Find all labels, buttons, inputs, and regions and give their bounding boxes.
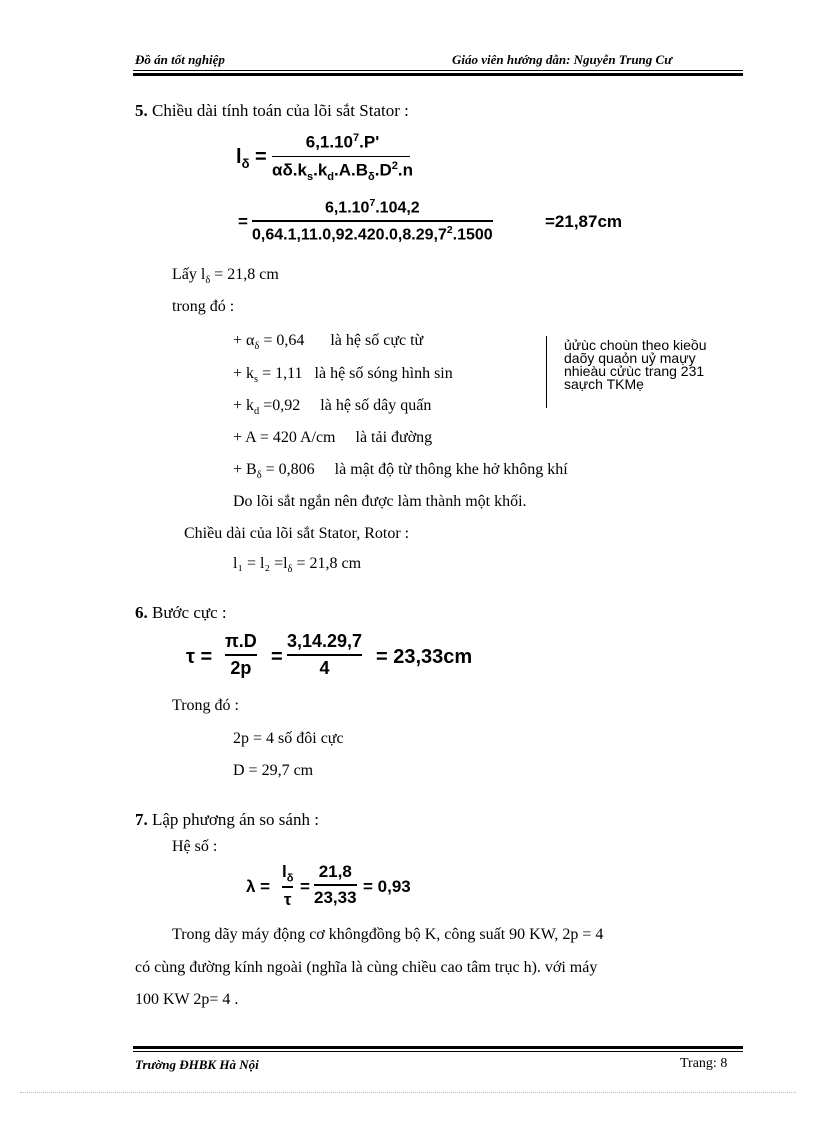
param-kd: + $k_d =0,92$ là hệ số dây quấn	[233, 397, 432, 418]
paragraph-line-2: có cùng đường kính ngoài (nghĩa là cùng chiều cao tâm trục h). với máy	[135, 959, 598, 976]
chosen-length: Lấy $l_\delta = 21,8$ cm	[172, 266, 279, 287]
tau-fraction-2	[287, 631, 362, 679]
lambda-fraction-1-den: τ	[283, 889, 292, 909]
diameter: D = 29,7 cm	[233, 762, 314, 779]
lambda-fraction-2	[314, 862, 357, 908]
footer-rule-thick	[133, 1046, 743, 1049]
equals-sign: =	[238, 212, 248, 231]
where-label: trong đó :	[172, 298, 235, 315]
formula-l-delta-lhs: $l_\delta$ =	[236, 146, 267, 171]
lambda-fraction-1-num: $l_\delta$	[282, 862, 294, 885]
tau-fraction-1	[225, 631, 257, 679]
formula-numeric-denominator: 0,64.1,11.0,92.420.0,8.29,7$^2$.1500	[252, 224, 493, 244]
lambda-result: = 0,93	[363, 877, 411, 896]
formula-l-delta-denominator: $\alpha\delta.k_s.k_d.A.B_\delta.D^2.n$	[272, 160, 414, 184]
tau-fraction-2-den: 4	[319, 657, 330, 678]
lambda-fraction-1	[282, 862, 293, 910]
equals-sign: =	[271, 646, 283, 668]
header-rule-thick	[133, 73, 743, 76]
formula-numeric-numerator: 6,1.10$^7$.104,2	[324, 198, 420, 217]
param-alpha: + $\alpha_\delta = 0,64$ là hệ số cực từ	[233, 332, 424, 353]
footer-rule-thin	[133, 1051, 743, 1052]
pole-pairs: 2p = 4 số đôi cực	[233, 730, 344, 747]
tau-fraction-1-den: 2p	[230, 657, 252, 678]
param-a: + A = 420 A/cm là tải đường	[233, 429, 433, 446]
header-right: Giáo viên hướng dẫn: Nguyễn Trung Cư	[452, 52, 672, 67]
tau-lhs: τ =	[186, 646, 213, 668]
sec6-where: Trong đó :	[172, 697, 239, 714]
length-equation: $l_1 = l_2 =l_\delta = 21,8$ cm	[233, 555, 362, 576]
conclusion: Do lõi sắt ngắn nên được làm thành một khối.	[233, 493, 527, 510]
formula-l-delta-numerator: 6,1.10$^7$.P'	[305, 132, 380, 152]
coefficient-label: Hệ số :	[172, 838, 218, 855]
tau-fraction-1-num: π.D	[225, 631, 257, 651]
header-rule-thin	[133, 70, 743, 71]
section-6-heading: 6. Bước cực :	[135, 603, 227, 622]
lambda-lhs: λ =	[246, 877, 271, 896]
tau-result: = 23,33cm	[376, 646, 473, 668]
formula-l-delta-fraction	[272, 132, 413, 183]
page-number: Trang: 8	[680, 1056, 728, 1071]
length-title: Chiều dài của lõi sắt Stator, Rotor :	[184, 525, 410, 542]
formula-result: =21,87cm	[545, 212, 623, 231]
tau-fraction-2-num: 3,14.29,7	[287, 631, 363, 651]
paragraph-line-3: 100 KW 2p= 4 .	[135, 991, 239, 1008]
equals-sign: =	[300, 877, 310, 896]
note-text: ủửùc choùn theo kieồu daõy quaỏn uỷ maựy nhieàu cửùc trang 231 saựch TKMẹ	[564, 337, 707, 392]
formula-numeric-fraction	[252, 198, 493, 244]
param-ks: + $k_s = 1,11$ là hệ số sóng hình sin	[233, 365, 453, 386]
note-divider	[546, 336, 547, 408]
lambda-fraction-2-num: 21,8	[318, 862, 352, 881]
section-5-heading: 5. Chiều dài tính toán của lõi sắt Stator :	[135, 101, 409, 120]
footer-left: Trường ĐHBK Hà Nội	[135, 1057, 259, 1072]
page-bottom-divider	[20, 1092, 796, 1093]
header-left: Đồ án tốt nghiệp	[135, 52, 225, 67]
paragraph-line-1: Trong dãy máy động cơ khôngđồng bộ K, công suất 90 KW, 2p = 4	[172, 926, 604, 943]
param-b: + $B_\delta = 0,806$ là mật độ từ thông khe hở không khí	[233, 461, 568, 482]
lambda-fraction-2-den: 23,33	[314, 887, 357, 907]
section-7-heading: 7. Lập phương án so sánh :	[135, 810, 319, 829]
